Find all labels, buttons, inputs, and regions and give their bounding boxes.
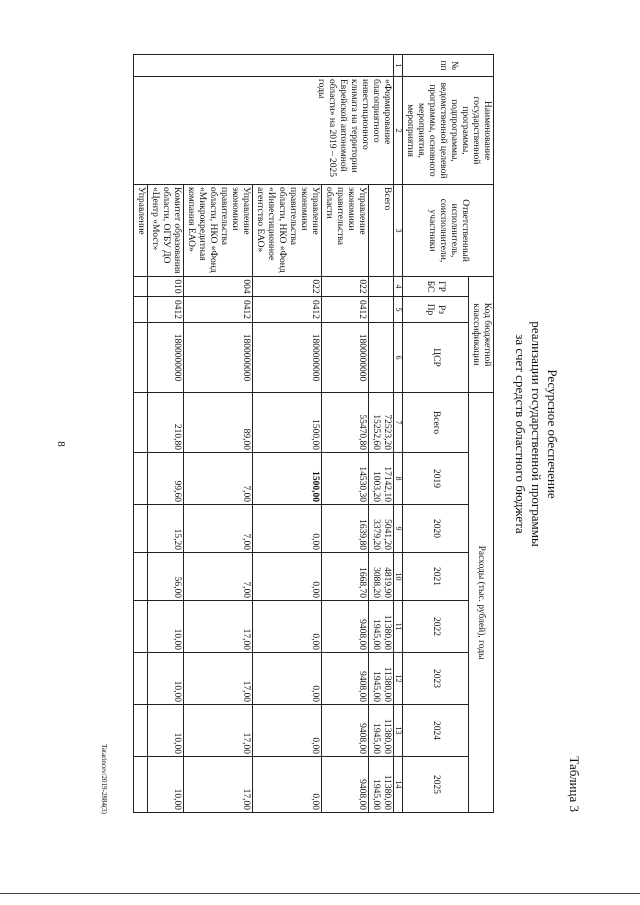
header-total: Всего [403, 393, 469, 453]
header-year: 2024 [403, 705, 469, 757]
year-cell [369, 453, 394, 505]
year-cell: 10,00 [148, 653, 184, 705]
col-index: 12 [394, 653, 403, 705]
year-value: 5041,20 [382, 519, 392, 551]
responsible-cell: Управление экономики правительства области, НКО «Фонд «Микрокредитная компания ЕАО» [184, 185, 253, 277]
table-row [369, 55, 394, 813]
year-cell [369, 505, 394, 553]
year-value: 11380,00 [382, 614, 392, 651]
rzpr-cell: 0412 [148, 297, 184, 323]
page-number: 8 [54, 441, 67, 447]
grbs-cell: 022 [322, 277, 369, 297]
year-value: 17142,10 [382, 466, 392, 503]
year-cell: 0,00 [253, 705, 322, 757]
responsible-cell: Всего [369, 185, 394, 277]
header-budget-code: Код бюджетной классификации [469, 277, 494, 393]
year-value: 4819,90 [382, 567, 392, 599]
year-value-2: 1945,00 [371, 671, 381, 703]
year-value-2: 3379,20 [371, 519, 381, 551]
year-cell: 0,00 [253, 553, 322, 601]
year-cell: 17,00 [184, 653, 253, 705]
responsible-cell: Комитет образования области, ОГБУ ДО «Центр «Мост» [148, 185, 184, 277]
year-cell: 17,00 [184, 705, 253, 757]
grbs-cell [134, 277, 148, 297]
year-cell: 17,00 [184, 601, 253, 653]
header-responsible: Ответственный исполнитель, соисполнители, участники [403, 185, 494, 277]
csr-cell [369, 323, 394, 393]
col-index: 8 [394, 453, 403, 505]
header-rzpr: Рз Пр [403, 297, 469, 323]
year-cell: 7,00 [184, 505, 253, 553]
rzpr-cell: 0412 [322, 297, 369, 323]
col-index: 4 [394, 277, 403, 297]
year-value: 11380,00 [382, 718, 392, 755]
col-index: 1 [394, 55, 403, 77]
year-cell: 7,00 [184, 453, 253, 505]
total-value-2: 15252,60 [371, 414, 381, 451]
header-expenses: Расходы (тыс. рублей), годы [469, 393, 494, 813]
year-cell: 17,00 [184, 757, 253, 813]
year-value-2: 1003,20 [371, 471, 381, 503]
header-num: № пп [403, 55, 494, 77]
title-line-2: реализации государственной программы [529, 321, 544, 547]
year-value-2: 3088,20 [371, 567, 381, 599]
scan-edge-line [0, 893, 640, 894]
year-cell: 9408,00 [322, 653, 369, 705]
rzpr-cell [369, 297, 394, 323]
total-cell [369, 393, 394, 453]
rzpr-cell: 0412 [253, 297, 322, 323]
total-cell: 210,80 [148, 393, 184, 453]
year-value-2: 1945,00 [371, 779, 381, 811]
title-line-3: за счет средств областного бюджета [513, 334, 528, 534]
year-value: 11380,00 [382, 666, 392, 703]
year-cell: 1500,00 [253, 453, 322, 505]
year-cell: 56,00 [148, 553, 184, 601]
year-cell: 1639,80 [322, 505, 369, 553]
year-cell: 99,60 [148, 453, 184, 505]
year-value: 11380,00 [382, 774, 392, 811]
year-cell: 9408,00 [322, 601, 369, 653]
row-number [134, 55, 394, 77]
year-cell: 0,00 [253, 757, 322, 813]
col-index: 10 [394, 553, 403, 601]
header-year: 2021 [403, 553, 469, 601]
year-cell: 0,00 [253, 601, 322, 653]
header-year: 2020 [403, 505, 469, 553]
total-cell: 89,00 [184, 393, 253, 453]
title-line-1: Ресурсное обеспечение [545, 369, 560, 499]
year-cell: 14530,30 [322, 453, 369, 505]
col-index: 6 [394, 323, 403, 393]
year-cell: 0,00 [253, 505, 322, 553]
col-index: 5 [394, 297, 403, 323]
year-cell: 9408,00 [322, 705, 369, 757]
year-cell: 7,00 [184, 553, 253, 601]
rzpr-cell: 0412 [184, 297, 253, 323]
year-value-2: 1945,00 [371, 619, 381, 651]
header-grbs: ГР БС [403, 277, 469, 297]
grbs-cell: 022 [253, 277, 322, 297]
year-cell [134, 653, 148, 705]
year-cell: 15,20 [148, 505, 184, 553]
year-cell [369, 653, 394, 705]
year-cell [134, 705, 148, 757]
header-name: Наименование государственной программы, подпрограммы, ведомственной целевой программы, основного мероприятия, мероприятия [403, 77, 494, 185]
year-cell [134, 757, 148, 813]
year-cell: 10,00 [148, 757, 184, 813]
col-index: 2 [394, 77, 403, 185]
footer-code: Tatarincev/2019-2884(3) [100, 744, 108, 814]
csr-cell: 1800000000 [253, 323, 322, 393]
csr-cell: 1800000000 [148, 323, 184, 393]
rzpr-cell [134, 297, 148, 323]
header-csr: ЦСР [403, 323, 469, 393]
col-index: 11 [394, 601, 403, 653]
table-number: Таблица 3 [567, 756, 582, 812]
total-cell [134, 393, 148, 453]
header-row-1 [469, 55, 494, 813]
year-cell [134, 601, 148, 653]
grbs-cell [369, 277, 394, 297]
csr-cell: 1800000000 [322, 323, 369, 393]
col-index: 9 [394, 505, 403, 553]
column-index-row [394, 55, 403, 813]
grbs-cell: 004 [184, 277, 253, 297]
year-cell: 1668,70 [322, 553, 369, 601]
year-cell: 9408,00 [322, 757, 369, 813]
resource-table [133, 54, 494, 813]
col-index: 14 [394, 757, 403, 813]
col-index: 13 [394, 705, 403, 757]
responsible-cell: Управление [134, 185, 148, 277]
rotated-sheet [96, 54, 582, 814]
header-year: 2025 [403, 757, 469, 813]
year-cell [369, 705, 394, 757]
col-index: 3 [394, 185, 403, 277]
grbs-cell: 010 [148, 277, 184, 297]
csr-cell: 1800000000 [184, 323, 253, 393]
year-cell: 10,00 [148, 601, 184, 653]
year-cell [369, 757, 394, 813]
header-year: 2019 [403, 453, 469, 505]
year-cell [369, 601, 394, 653]
header-year: 2023 [403, 653, 469, 705]
csr-cell [134, 323, 148, 393]
responsible-cell: Управление экономики правительства области, НКО «Фонд «Инвестиционное агентство ЕАО» [253, 185, 322, 277]
col-index: 7 [394, 393, 403, 453]
year-cell [134, 505, 148, 553]
total-cell: 1500,00 [253, 393, 322, 453]
header-year: 2022 [403, 601, 469, 653]
year-cell [369, 553, 394, 601]
total-cell: 55470,80 [322, 393, 369, 453]
total-value: 72523,20 [382, 414, 392, 451]
year-cell [134, 453, 148, 505]
year-cell: 10,00 [148, 705, 184, 757]
year-cell: 0,00 [253, 653, 322, 705]
year-value-2: 1945,00 [371, 723, 381, 755]
year-cell [134, 553, 148, 601]
responsible-cell: Управление экономики правительства области [322, 185, 369, 277]
program-name: «Формирование благоприятного инвестиционного климата на территории Еврейской автономной области» на 2019 – 2025 годы [134, 77, 394, 185]
